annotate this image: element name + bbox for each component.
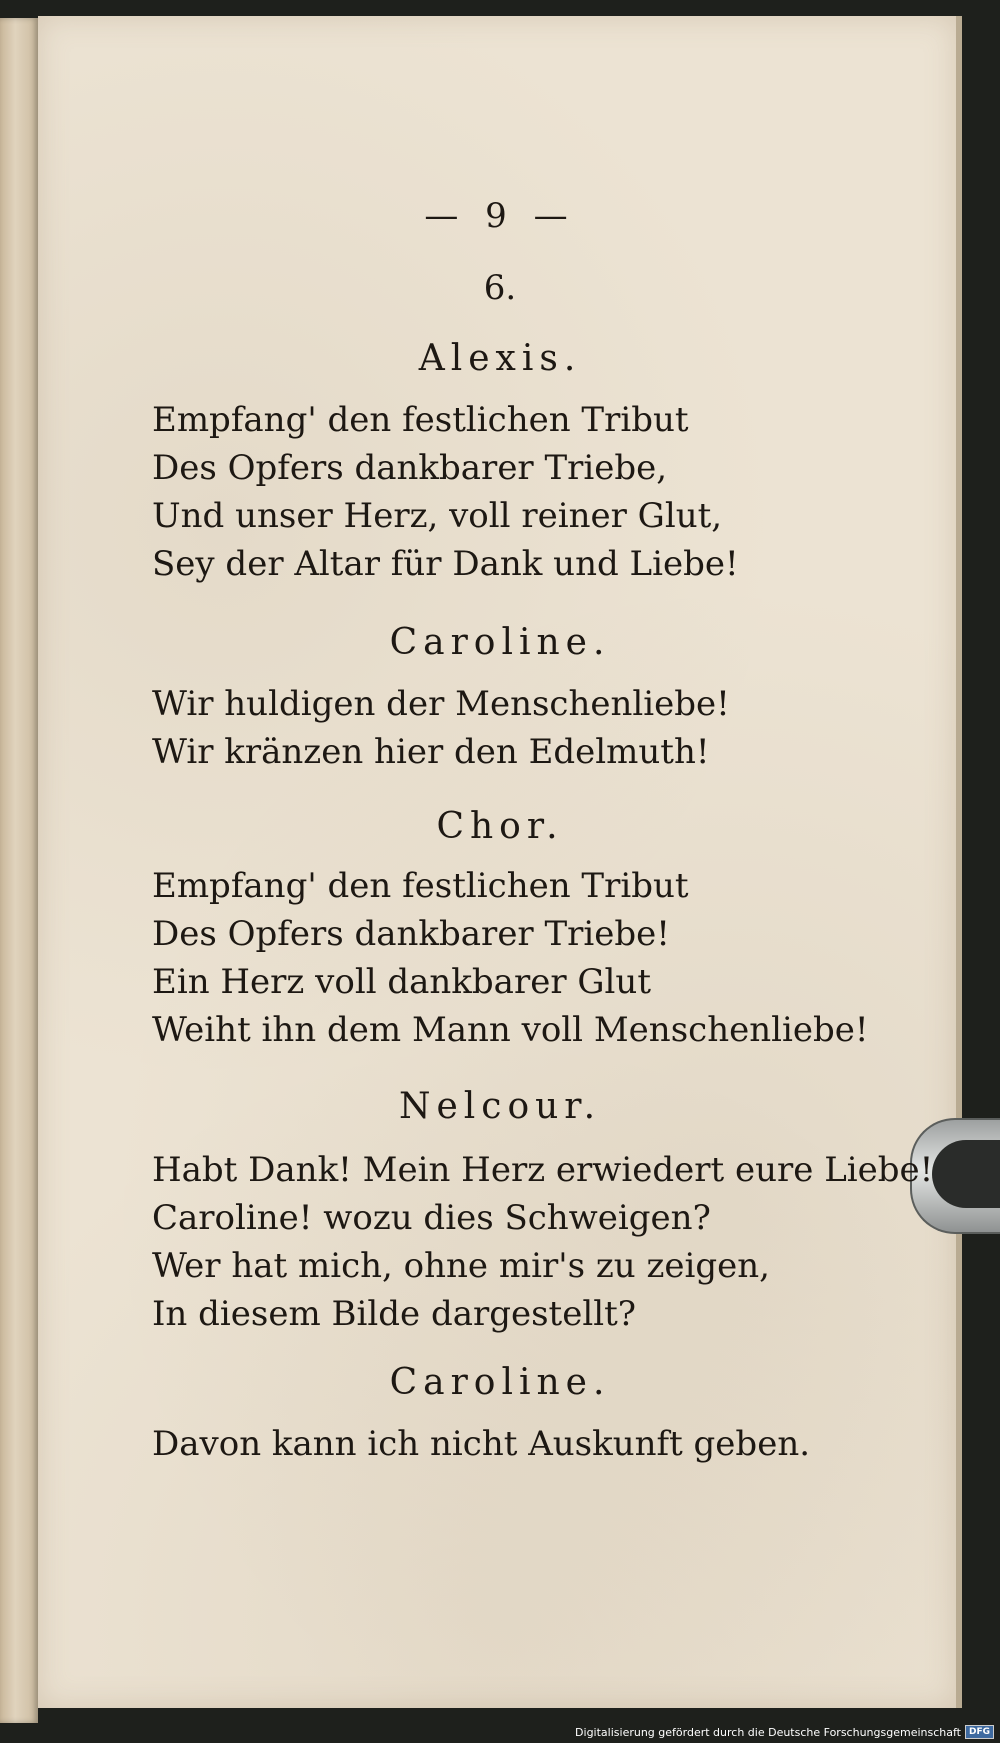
verse-line: Ein Herz voll dankbarer Glut [152,962,651,1002]
verse-line: Wir kränzen hier den Edelmuth! [152,732,710,772]
page-number: — 9 — [424,196,576,236]
dfg-logo: DFG [965,1725,994,1739]
speaker-heading: Caroline. [389,622,611,663]
verse-line: Sey der Altar für Dank und Liebe! [152,544,739,584]
verse-line: Weiht ihn dem Mann voll Menschenliebe! [152,1010,869,1050]
verse-line: Wir huldigen der Menschenliebe! [152,684,730,724]
speaker-heading: Nelcour. [398,1086,602,1127]
speaker-heading: Caroline. [389,1362,611,1403]
verse-line: Davon kann ich nicht Auskunft geben. [152,1424,811,1464]
verse-stanza [152,680,972,776]
verse-stanza [152,1420,972,1468]
digitization-credit [575,1724,994,1740]
verse-line: Wer hat mich, ohne mir's zu zeigen, [152,1246,770,1286]
verse-line: Empfang' den festlichen Tribut [152,400,689,440]
verse-line: Habt Dank! Mein Herz erwiedert eure Liebe! [152,1150,934,1190]
verse-line: Des Opfers dankbarer Triebe! [152,914,670,954]
verse-line: In diesem Bilde dargestellt? [152,1294,636,1334]
verse-stanza [152,1146,972,1338]
speaker-heading: Alexis. [418,338,582,379]
verse-line: Empfang' den festlichen Tribut [152,866,689,906]
verse-stanza [152,862,972,1054]
verse-line: Und unser Herz, voll reiner Glut, [152,496,723,536]
verse-stanza [152,396,972,588]
speaker-heading: Chor. [436,806,564,847]
verse-line: Des Opfers dankbarer Triebe, [152,448,668,488]
verse-line: Caroline! wozu dies Schweigen? [152,1198,711,1238]
section-number: 6. [483,268,517,308]
credit-text: Digitalisierung gefördert durch die Deutsche Forschungsgemeinschaft [575,1725,961,1739]
